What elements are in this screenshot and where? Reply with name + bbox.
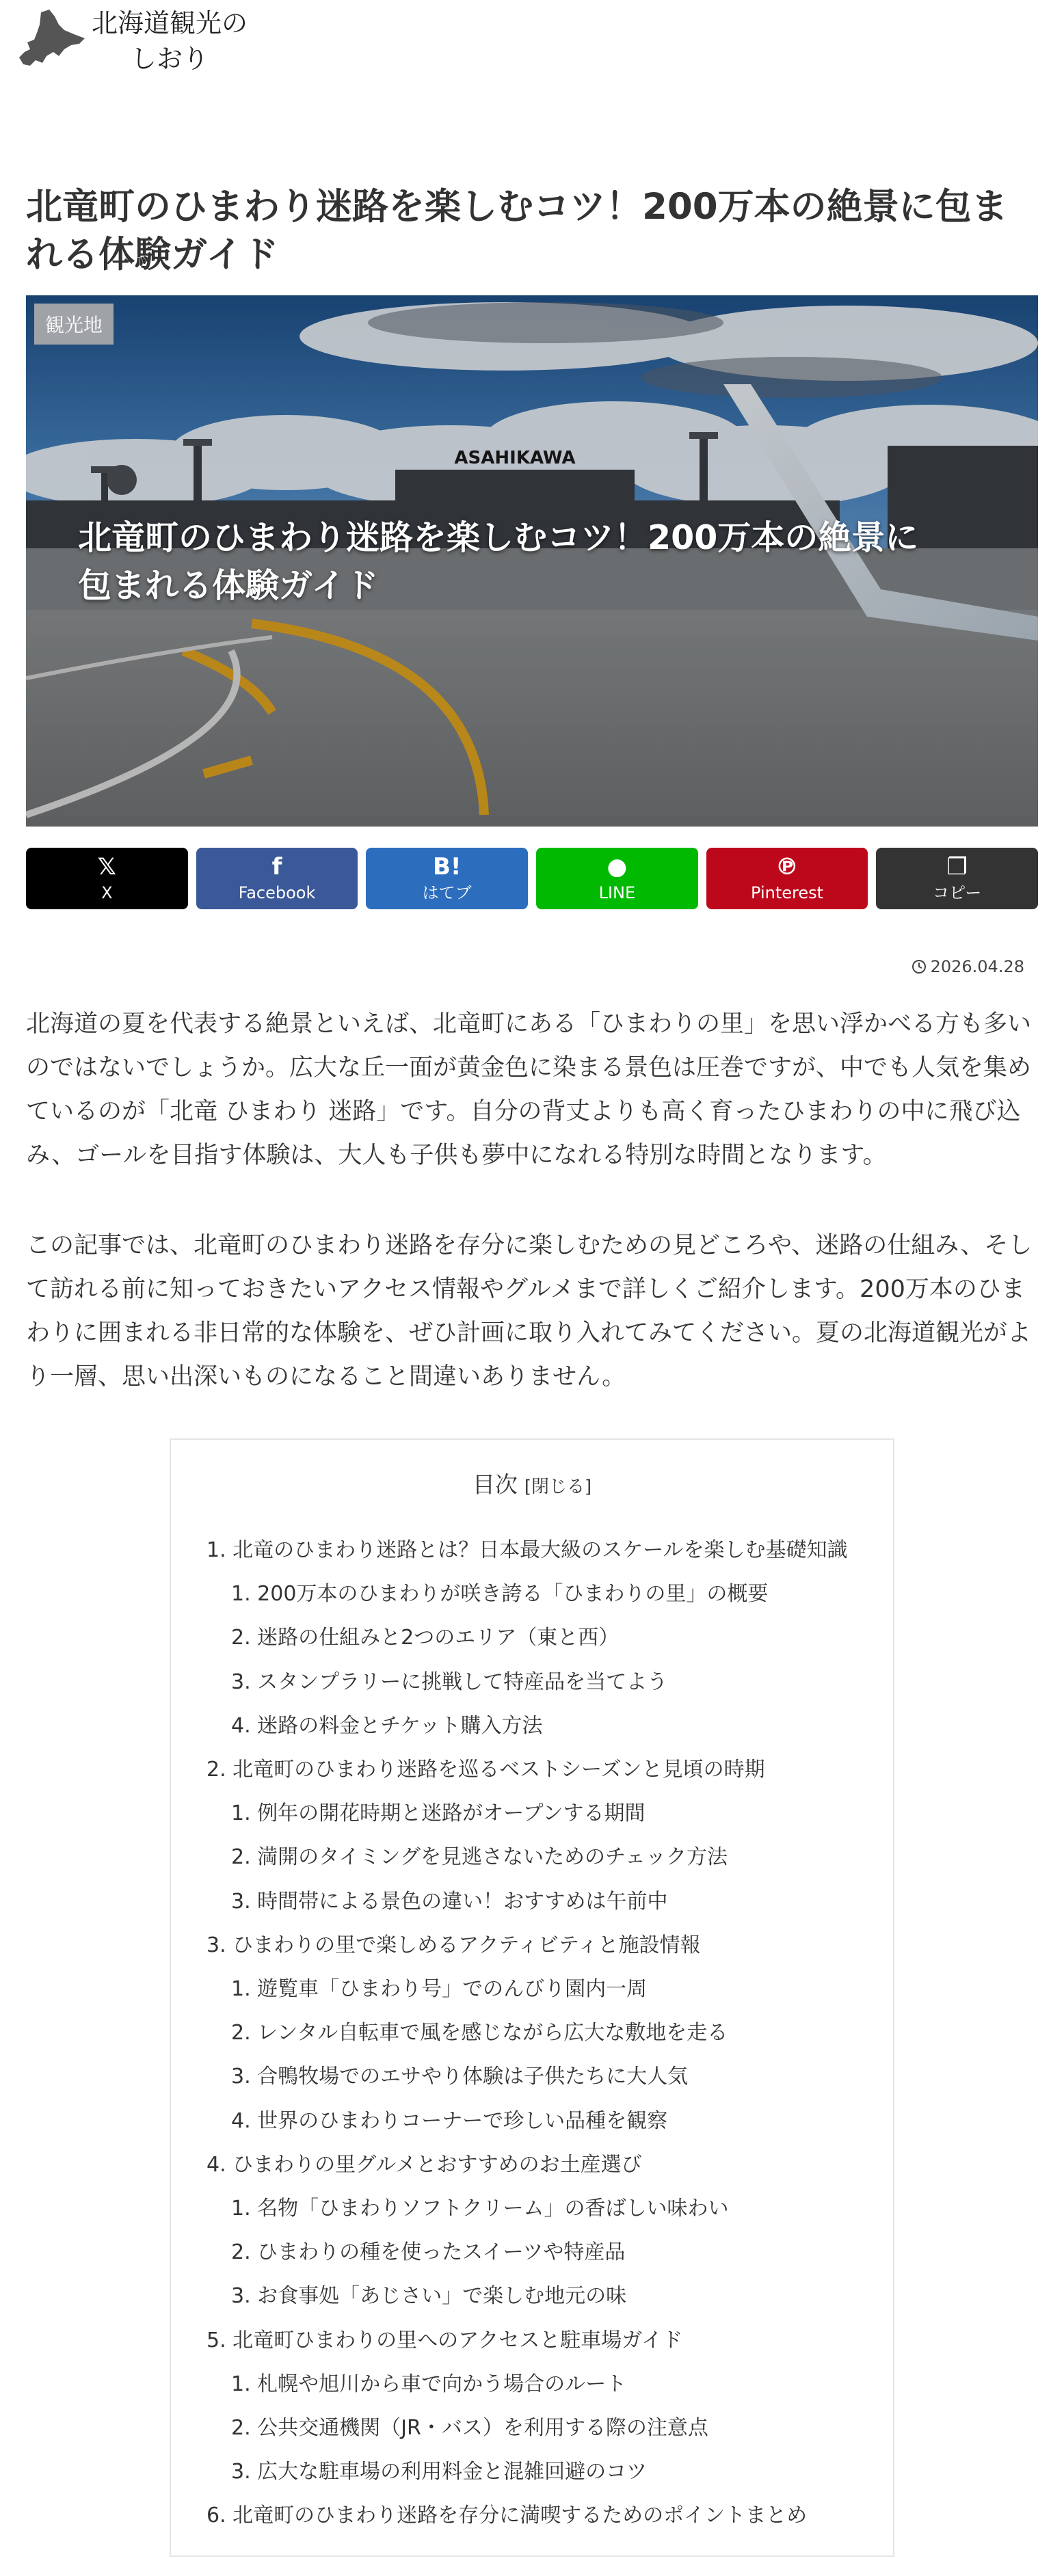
share-button-label: LINE [598,883,636,902]
copy-icon: ❐ [946,853,968,881]
toc-subitem[interactable]: 1. 例年の開花時期と迷路がオープンする期間 [231,1801,646,1826]
toc-subitem[interactable]: 3. 広大な駐車場の利用料金と混雑回避のコツ [231,2460,648,2484]
facebook-icon: f [271,853,282,881]
share-button-label: コピー [933,883,982,902]
toc-subitem[interactable]: 3. スタンプラリーに挑戦して特産品を当てよう [231,1669,668,1694]
site-header [0,0,1064,137]
toc-item[interactable]: 4. ひまわりの里グルメとおすすめのお土産選び [207,2152,642,2177]
site-logo[interactable] [14,4,248,77]
intro-paragraph-1: 北海道の夏を代表する絶景といえば、北竜町にある「ひまわりの里」を思い浮かべる方も多いのではないでしょうか。広大な丘一面が黄金色に染まる景色は圧巻ですが、中でも人気を集めているのが「北竜 ひまわり 迷路」です。自分の背丈よりも高く育ったひまわりの中に飛び込み、ゴールを目指す体験は、大人も子供も夢中になれる特別な時間となります。 [26,1010,1032,1169]
toc-subitem[interactable]: 2. 公共交通機関（JR・バス）を利用する際の注意点 [231,2416,708,2441]
pinterest-icon: ℗ [775,853,799,881]
publish-date-text: 2026.04.28 [930,957,1024,976]
toc-toggle-button[interactable]: [閉じる] [524,1477,592,1497]
share-button-5[interactable] [876,848,1038,909]
toc-subitem[interactable]: 1. 名物「ひまわりソフトクリーム」の香ばしい味わい [231,2197,729,2221]
intro-paragraph-2: この記事では、北竜町のひまわり迷路を存分に楽しむための見どころや、迷路の仕組み、そして訪れる前に知っておきたいアクセス情報やグルメまで詳しくご紹介します。200万本のひまわりに囲まれる非日常的な体験を、ぜひ計画に取り入れてみてください。夏の北海道観光がより一層、思い出深いものになること間違いありません。 [26,1232,1033,1391]
share-button-label: Pinterest [751,883,824,902]
hokkaido-map-icon [14,7,89,75]
toc-subitem[interactable]: 2. 迷路の仕組みと2つのエリア（東と西） [231,1626,620,1650]
toc-subitem[interactable]: 2. レンタル自転車で風を感じながら広大な敷地を走る [231,2021,728,2045]
toc-subitem[interactable]: 2. ひまわりの種を使ったスイーツや特産品 [231,2240,626,2265]
share-button-label: X [101,883,113,902]
toc-subitem[interactable]: 4. 迷路の料金とチケット購入方法 [231,1713,543,1738]
toc-subitem[interactable]: 3. お食事処「あじさい」で楽しむ地元の味 [231,2284,627,2309]
toc-subitem[interactable]: 1. 遊覧車「ひまわり号」でのんびり園内一周 [231,1977,648,2002]
share-button-2[interactable] [366,848,528,909]
toc-subitem[interactable]: 2. 満開のタイミングを見逃さないためのチェック方法 [231,1845,728,1870]
toc-item[interactable]: 2. 北竜町のひまわり迷路を巡るベストシーズンと見頃の時期 [207,1758,765,1782]
toc-item[interactable]: 6. 北竜町のひまわり迷路を存分に満喫するためのポイントまとめ [207,2504,808,2528]
share-button-0[interactable] [26,848,188,909]
toc-list [207,1529,879,2538]
clock-icon [912,959,927,974]
hero-image [26,295,1038,827]
publish-date [912,957,1024,976]
x-logo-icon: 𝕏 [97,853,117,881]
share-button-4[interactable] [706,848,868,909]
hero-caption: 北竜町のひまわり迷路を楽しむコツ！200万本の絶景に包まれる体験ガイド [78,518,919,605]
site-name-line1: 北海道観光の [92,8,248,38]
toc-item[interactable]: 1. 北竜のひまわり迷路とは？日本最大級のスケールを楽しむ基礎知識 [207,1538,848,1562]
line-icon: ● [607,853,628,881]
toc-item[interactable]: 3. ひまわりの里で楽しめるアクティビティと施設情報 [207,1933,701,1957]
hatena-icon: B! [432,853,462,881]
share-button-label: Facebook [238,883,316,902]
toc-subitem[interactable]: 3. 時間帯による景色の違い！おすすめは午前中 [231,1889,668,1914]
toc-item[interactable]: 5. 北竜町ひまわりの里へのアクセスと駐車場ガイド [207,2328,683,2352]
toc-subitem[interactable]: 4. 世界のひまわりコーナーで珍しい品種を観察 [231,2108,668,2133]
share-button-1[interactable] [196,848,358,909]
site-name-line2: しおり [131,44,209,74]
table-of-contents [170,1438,894,2557]
toc-subitem[interactable]: 1. 札幌や旭川から車で向かう場合のルート [231,2372,627,2396]
toc-title: 目次 [472,1471,518,1498]
toc-subitem[interactable]: 3. 合鴨牧場でのエサやり体験は子供たちに大人気 [231,2065,689,2089]
site-name [92,5,248,77]
share-buttons [26,848,1038,909]
share-button-label: はてブ [422,883,472,902]
share-button-3[interactable] [536,848,698,909]
toc-subitem[interactable]: 1. 200万本のひまわりが咲き誇る「ひまわりの里」の概要 [231,1582,769,1607]
terminal-sign: ASAHIKAWA [454,448,576,468]
article-title: 北竜町のひまわり迷路を楽しむコツ！200万本の絶景に包まれる体験ガイド [26,186,1008,276]
category-badge[interactable]: 観光地 [34,304,114,345]
toc-header [171,1467,893,1499]
